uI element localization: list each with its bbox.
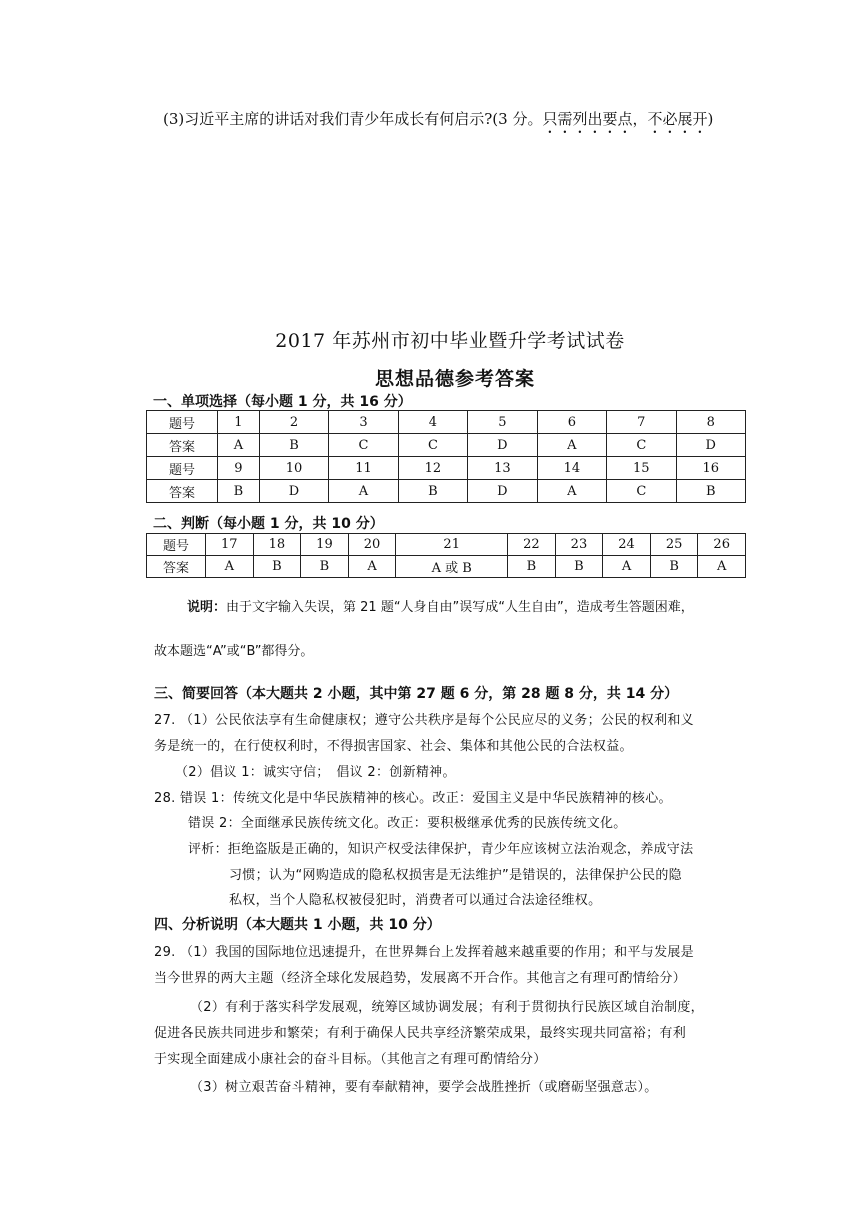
table-row: [147, 534, 746, 556]
answer-line: （3）树立艰苦奋斗精神，要有奉献精神，要学会战胜挫折（或磨砺坚强意志）。: [190, 1080, 658, 1095]
table-cell: 24: [603, 534, 651, 556]
answer-line: 29. （1）我国的国际地位迅速提升，在世界舞台上发挥着越来越重要的作用；和平与发展是: [154, 945, 694, 960]
table-cell: 答案: [147, 556, 206, 578]
table-cell: 10: [259, 457, 328, 480]
table-cell: 5: [468, 411, 537, 434]
table-cell: B: [253, 556, 301, 578]
answer-line: 评析：拒绝盗版是正确的，知识产权受法律保护，青少年应该树立法治观念，养成守法: [188, 842, 694, 857]
table-cell: D: [468, 480, 537, 503]
table-cell: 12: [398, 457, 467, 480]
table-cell: 21: [396, 534, 508, 556]
table-cell: A 或 B: [396, 556, 508, 578]
answer-line: 习惯；认为“网购造成的隐私权损害是无法维护”是错误的，法律保护公民的隐: [229, 868, 682, 883]
table-cell: B: [398, 480, 467, 503]
table-cell: D: [468, 434, 537, 457]
answer-line: （2）有利于落实科学发展观，统筹区域协调发展；有利于贯彻执行民族区域自治制度，: [190, 1000, 704, 1015]
table-cell: 26: [698, 534, 746, 556]
table-row: [147, 457, 746, 480]
table-cell: A: [698, 556, 746, 578]
table-cell: C: [607, 480, 676, 503]
section-2-heading: 二、判断（每小题 1 分，共 10 分）: [153, 516, 384, 532]
table-cell: 13: [468, 457, 537, 480]
page-title: 2017 年苏州市初中毕业暨升学考试试卷: [275, 330, 625, 352]
multiple-choice-table: [146, 410, 746, 503]
note-text: 由于文字输入失误，第 21 题“人身自由”误写成“人生自由”，造成考生答题困难，: [226, 600, 694, 615]
answer-line: 当今世界的两大主题（经济全球化发展趋势，发展离不开合作。其他言之有理可酌情给分）: [154, 971, 687, 986]
table-cell: B: [301, 556, 349, 578]
table-cell: A: [537, 434, 606, 457]
table-cell: B: [259, 434, 328, 457]
table-cell: 答案: [147, 434, 218, 457]
table-cell: 答案: [147, 480, 218, 503]
question-3-emphasis: 只需列出要点，不必展开: [542, 110, 708, 128]
note-line-1: [187, 596, 694, 615]
note-line-2: 故本题选“A”或“B”都得分。: [154, 644, 314, 659]
table-cell: A: [206, 556, 254, 578]
section-3-heading: 三、简要回答（本大题共 2 小题，其中第 27 题 6 分，第 28 题 8 分，共 14 分）: [154, 686, 679, 702]
section-4-heading: 四、分析说明（本大题共 1 小题，共 10 分）: [154, 917, 441, 933]
table-cell: 题号: [147, 457, 218, 480]
page-subtitle: 思想品德参考答案: [374, 368, 535, 390]
true-false-table: [146, 533, 746, 578]
answer-line: 27. （1）公民依法享有生命健康权；遵守公共秩序是每个公民应尽的义务；公民的权利和义: [154, 713, 694, 728]
table-cell: 题号: [147, 534, 206, 556]
question-3: [163, 108, 713, 137]
section-1-heading: 一、单项选择（每小题 1 分，共 16 分）: [153, 394, 412, 410]
table-cell: 4: [398, 411, 467, 434]
table-cell: C: [607, 434, 676, 457]
table-cell: D: [676, 434, 745, 457]
table-cell: 15: [607, 457, 676, 480]
answer-line: 促进各民族共同进步和繁荣；有利于确保人民共享经济繁荣成果，最终实现共同富裕；有利: [154, 1026, 687, 1041]
table-cell: 9: [218, 457, 260, 480]
table-cell: C: [329, 434, 398, 457]
table-cell: 20: [348, 534, 396, 556]
table-cell: 23: [555, 534, 603, 556]
note-label: 说明：: [187, 600, 227, 615]
answer-line: 务是统一的，在行使权利时，不得损害国家、社会、集体和其他公民的合法权益。: [154, 739, 633, 754]
table-cell: 14: [537, 457, 606, 480]
answer-line: 私权，当个人隐私权被侵犯时，消费者可以通过合法途径维权。: [229, 893, 602, 908]
table-cell: B: [650, 556, 698, 578]
table-row: [147, 411, 746, 434]
table-cell: 7: [607, 411, 676, 434]
table-row: [147, 480, 746, 503]
table-cell: B: [676, 480, 745, 503]
table-cell: B: [218, 480, 260, 503]
table-cell: B: [555, 556, 603, 578]
question-3-text: (3)习近平主席的讲话对我们青少年成长有何启示?(3 分。: [163, 110, 543, 128]
answer-line: （2）倡议 1：诚实守信； 倡议 2：创新精神。: [175, 765, 456, 780]
table-cell: D: [259, 480, 328, 503]
table-cell: 17: [206, 534, 254, 556]
table-cell: 1: [218, 411, 260, 434]
table-cell: 11: [329, 457, 398, 480]
table-cell: 6: [537, 411, 606, 434]
table-cell: 25: [650, 534, 698, 556]
table-row: [147, 556, 746, 578]
table-cell: 2: [259, 411, 328, 434]
table-cell: 3: [329, 411, 398, 434]
table-cell: 18: [253, 534, 301, 556]
table-cell: 22: [508, 534, 556, 556]
table-cell: 8: [676, 411, 745, 434]
answer-line: 于实现全面建成小康社会的奋斗目标。（其他言之有理可酌情给分）: [154, 1052, 547, 1067]
table-cell: A: [537, 480, 606, 503]
table-cell: A: [603, 556, 651, 578]
answer-line: 28. 错误 1：传统文化是中华民族精神的核心。改正：爱国主义是中华民族精神的核心。: [154, 791, 672, 806]
table-cell: C: [398, 434, 467, 457]
table-row: [147, 434, 746, 457]
table-cell: 19: [301, 534, 349, 556]
table-cell: A: [218, 434, 260, 457]
answer-line: 错误 2：全面继承民族传统文化。改正：要积极继承优秀的民族传统文化。: [188, 816, 627, 831]
table-cell: 16: [676, 457, 745, 480]
table-cell: B: [508, 556, 556, 578]
table-cell: A: [348, 556, 396, 578]
question-3-suffix: ): [707, 110, 714, 128]
table-cell: A: [329, 480, 398, 503]
table-cell: 题号: [147, 411, 218, 434]
